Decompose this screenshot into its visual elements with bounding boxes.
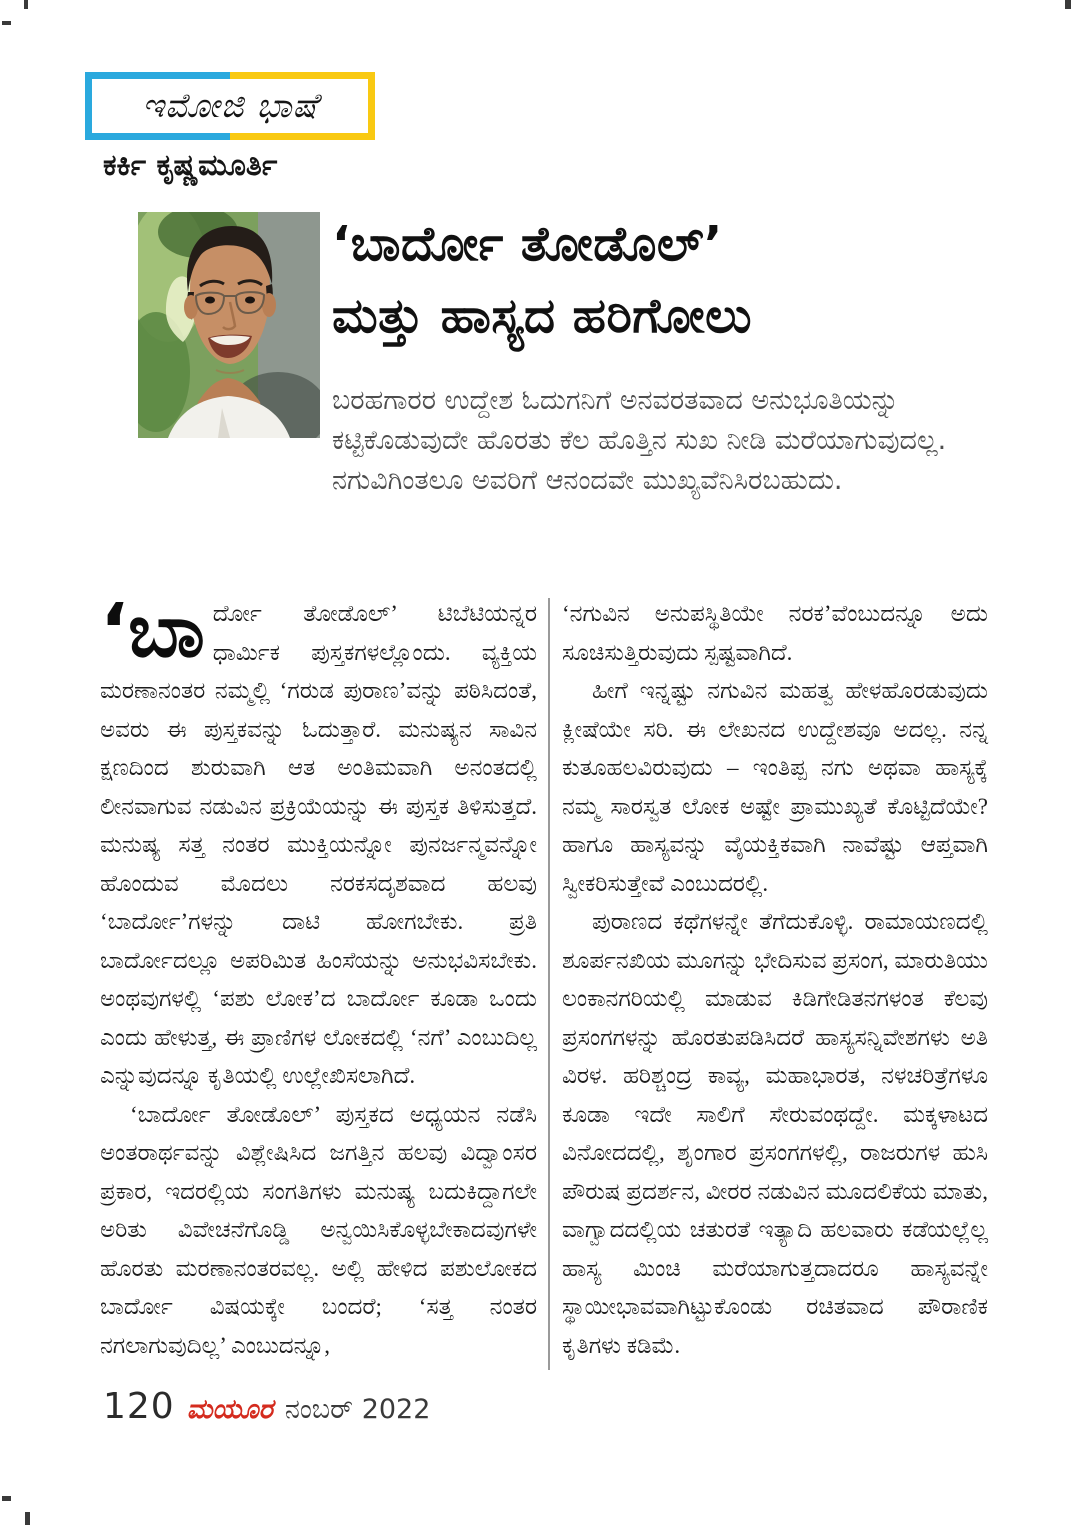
page-number: 120 [103,1386,175,1427]
drop-cap: ‘ಬಾ [100,588,205,674]
column-logo-text: ಇಮೋಜಿ ಭಾಷೆ [141,86,319,126]
crop-mark-bottom-left-vertical [25,1512,30,1525]
crop-mark-top-left-horizontal [2,21,11,25]
paragraph [100,588,537,1096]
issue-date: ನಂಬರ್ 2022 [284,1394,431,1425]
article-standfirst: ಬರಹಗಾರರ ಉದ್ದೇಶ ಓದುಗನಿಗೆ ಅನವರತವಾದ ಅನುಭೂತಿಯನ್ನು ಕಟ್ಟಿಕೊಡುವುದೇ ಹೊರತು ಕೆಲ ಹೊತ್ತಿನ ಸುಖ ನೀಡಿ ಮರೆಯಾಗುವುದಲ್ಲ. ನಗುವಿಗಿಂತಲೂ ಅವರಿಗೆ ಆನಂದವೇ ಮುಖ್ಯವೆನಿಸಿರಬಹುದು. [332,385,947,496]
body-column-2 [562,595,988,1365]
column-logo-inner [92,79,368,133]
author-byline: ಕರ್ಕಿ ಕೃಷ್ಣಮೂರ್ತಿ [103,148,278,183]
magazine-name: ಮಯೂರ [186,1394,273,1425]
paragraph: ಹೀಗೆ ಇನ್ನಷ್ಟು ನಗುವಿನ ಮಹತ್ವ ಹೇಳಹೊರಡುವುದು ಕ್ಲೀಷೆಯೇ ಸರಿ. ಈ ಲೇಖನದ ಉದ್ದೇಶವೂ ಅದಲ್ಲ. ನನ್ನ ಕುತೂಹಲವಿರುವುದು – ಇಂತಿಪ್ಪ ನಗು ಅಥವಾ ಹಾಸ್ಯಕ್ಕೆ ನಮ್ಮ ಸಾರಸ್ವತ ಲೋಕ ಅಷ್ಟೇ ಪ್ರಾಮುಖ್ಯತೆ ಕೊಟ್ಟಿದೆಯೇ? ಹಾಗೂ ಹಾಸ್ಯವನ್ನು ವೈಯಕ್ತಿಕವಾಗಿ ನಾವೆಷ್ಟು ಆಪ್ತವಾಗಿ ಸ್ವೀಕರಿಸುತ್ತೇವೆ ಎಂಬುದರಲ್ಲಿ. [562,678,988,896]
author-photo [138,212,320,438]
crop-mark-bottom-left-horizontal [2,1496,11,1501]
body-column-1 [100,588,537,1365]
author-photo-illustration [138,212,320,438]
column-logo-box [85,72,375,140]
column-divider-rule [548,598,550,1370]
paragraph: ಪುರಾಣದ ಕಥೆಗಳನ್ನೇ ತೆಗೆದುಕೊಳ್ಳಿ. ರಾಮಾಯಣದಲ್ಲಿ ಶೂರ್ಪನಖಿಯ ಮೂಗನ್ನು ಭೇದಿಸುವ ಪ್ರಸಂಗ, ಮಾರುತಿಯು ಲಂಕಾನಗರಿಯಲ್ಲಿ ಮಾಡುವ ಕಿಡಿಗೇಡಿತನಗಳಂತ ಕೆಲವು ಪ್ರಸಂಗಗಳನ್ನು ಹೊರತುಪಡಿಸಿದರೆ ಹಾಸ್ಯಸನ್ನಿವೇಶಗಳು ಅತಿ ವಿರಳ. ಹರಿಶ್ಚಂದ್ರ ಕಾವ್ಯ, ಮಹಾಭಾರತ, ನಳಚರಿತ್ರೆಗಳೂ ಕೂಡಾ ಇದೇ ಸಾಲಿಗೆ ಸೇರುವಂಥದ್ದೇ. ಮಕ್ಕಳಾಟದ ವಿನೋದದಲ್ಲಿ, ಶೃಂಗಾರ ಪ್ರಸಂಗಗಳಲ್ಲಿ, ರಾಜರುಗಳ ಹುಸಿ ಪೌರುಷ ಪ್ರದರ್ಶನ, ವೀರರ ನಡುವಿನ ಮೂದಲಿಕೆಯ ಮಾತು, ವಾಗ್ವಾದದಲ್ಲಿಯ ಚತುರತೆ ಇತ್ಯಾದಿ ಹಲವಾರು ಕಡೆಯಲ್ಲೆಲ್ಲ ಹಾಸ್ಯ ಮಿಂಚಿ ಮರೆಯಾಗುತ್ತದಾದರೂ ಹಾಸ್ಯವನ್ನೇ ಸ್ಥಾಯೀಭಾವವಾಗಿಟ್ಟುಕೊಂಡು ರಚಿತವಾದ ಪೌರಾಣಿಕ ಕೃತಿಗಳು ಕಡಿಮೆ. [562,909,988,1358]
paragraph: ‘ನಗುವಿನ ಅನುಪಸ್ಥಿತಿಯೇ ನರಕ’ವೆಂಬುದನ್ನೂ ಅದು ಸೂಚಿಸುತ್ತಿರುವುದು ಸ್ಪಷ್ಟವಾಗಿದೆ. [562,601,988,665]
crop-mark-top-right [1065,0,1071,9]
paragraph: ‘ಬಾರ್ದೋ ತೋಡೊಲ್’ ಪುಸ್ತಕದ ಅಧ್ಯಯನ ನಡೆಸಿ ಅಂತರಾರ್ಥವನ್ನು ವಿಶ್ಲೇಷಿಸಿದ ಜಗತ್ತಿನ ಹಲವು ವಿದ್ವಾಂಸರ ಪ್ರಕಾರ, ಇದರಲ್ಲಿಯ ಸಂಗತಿಗಳು ಮನುಷ್ಯ ಬದುಕಿದ್ದಾಗಲೇ ಅರಿತು ವಿವೇಚನೆಗೊಡ್ಡಿ ಅನ್ವಯಿಸಿಕೊಳ್ಳಬೇಕಾದವುಗಳೇ ಹೊರತು ಮರಣಾನಂತರವಲ್ಲ. ಅಲ್ಲಿ ಹೇಳಿದ ಪಶುಲೋಕದ ಬಾರ್ದೋ ವಿಷಯಕ್ಕೇ ಬಂದರೆ; ‘ಸತ್ತ ನಂತರ ನಗಲಾಗುವುದಿಲ್ಲ’ ಎಂಬುದನ್ನೂ, [100,1101,537,1358]
article-title-line2: ಮತ್ತು ಹಾಸ್ಯದ ಹರಿಗೋಲು [332,288,752,344]
page-footer [103,1386,430,1427]
crop-mark-top-left-vertical [24,0,28,9]
article-title-line1: ‘ಬಾರ್ದೋ ತೋಡೊಲ್’ [332,216,723,272]
article-title [332,208,980,352]
paragraph-text: ರ್ದೋ ತೋಡೊಲ್’ ಟಿಬೆಟಿಯನ್ನರ ಧಾರ್ಮಿಕ ಪುಸ್ತಕಗಳಲ್ಲೊಂದು. ವ್ಯಕ್ತಿಯ ಮರಣಾನಂತರ ನಮ್ಮಲ್ಲಿ ‘ಗರುಡ ಪುರಾಣ’ವನ್ನು ಪಠಿಸಿದಂತೆ, ಅವರು ಈ ಪುಸ್ತಕವನ್ನು ಓದುತ್ತಾರೆ. ಮನುಷ್ಯನ ಸಾವಿನ ಕ್ಷಣದಿಂದ ಶುರುವಾಗಿ ಆತ ಅಂತಿಮವಾಗಿ ಅನಂತದಲ್ಲಿ ಲೀನವಾಗುವ ನಡುವಿನ ಪ್ರಕ್ರಿಯೆಯನ್ನು ಈ ಪುಸ್ತಕ ತಿಳಿಸುತ್ತದೆ. ಮನುಷ್ಯ ಸತ್ತ ನಂತರ ಮುಕ್ತಿಯನ್ನೋ ಪುನರ್ಜನ್ಮವನ್ನೋ ಹೊಂದುವ ಮೊದಲು ನರಕಸದೃಶವಾದ ಹಲವು ‘ಬಾರ್ದೋ’ಗಳನ್ನು ದಾಟಿ ಹೋಗಬೇಕು. ಪ್ರತಿ ಬಾರ್ದೋದಲ್ಲೂ ಅಪರಿಮಿತ ಹಿಂಸೆಯನ್ನು ಅನುಭವಿಸಬೇಕು. ಅಂಥವುಗಳಲ್ಲಿ ‘ಪಶು ಲೋಕ’ದ ಬಾರ್ದೋ ಕೂಡಾ ಒಂದು ಎಂದು ಹೇಳುತ್ತ, ಈ ಪ್ರಾಣಿಗಳ ಲೋಕದಲ್ಲಿ ‘ನಗೆ’ ಎಂಬುದಿಲ್ಲ ಎನ್ನುವುದನ್ನೂ ಕೃತಿಯಲ್ಲಿ ಉಲ್ಲೇಖಿಸಲಾಗಿದೆ. [100,601,537,1088]
